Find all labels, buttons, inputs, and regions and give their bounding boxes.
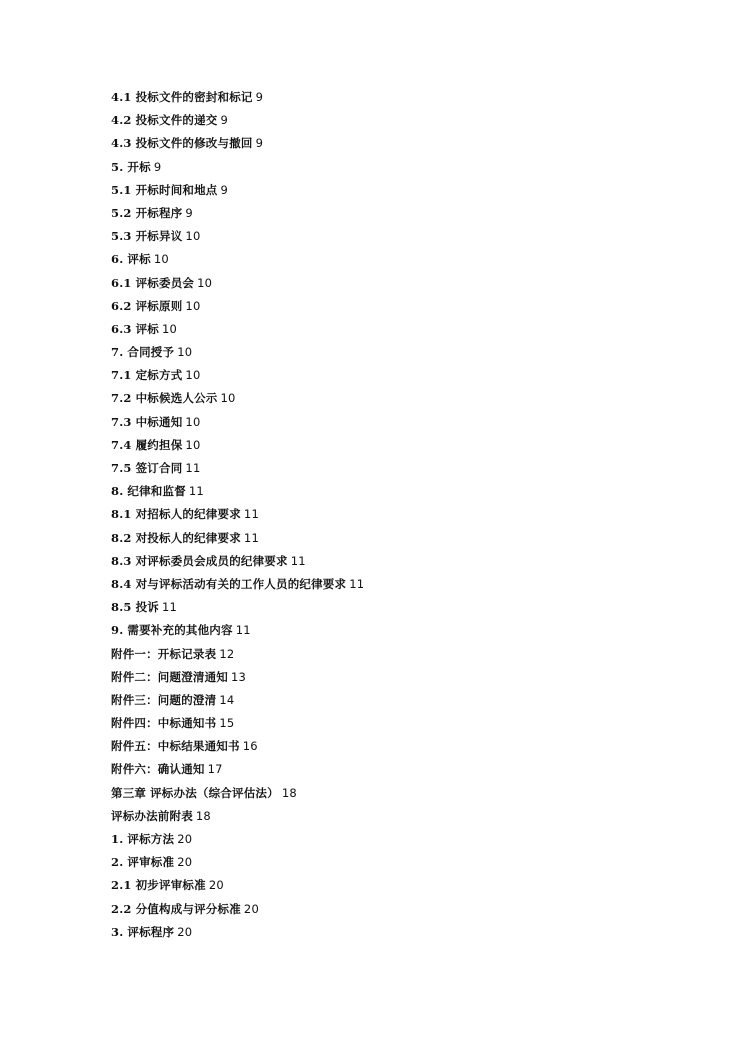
toc-entry-number: 5.2 xyxy=(111,205,132,220)
toc-entry-title: 附件五：中标结果通知书 xyxy=(111,739,240,754)
toc-entry-number: 7.3 xyxy=(111,414,132,429)
toc-entry[interactable] xyxy=(111,758,364,781)
toc-entry[interactable] xyxy=(111,550,364,573)
toc-entry-number: 7. xyxy=(111,345,124,360)
toc-entry-page-number: 17 xyxy=(207,762,223,777)
toc-entry-page-number: 13 xyxy=(231,669,247,684)
toc-entry-page-number: 16 xyxy=(242,739,258,754)
toc-entry-number: 4.1 xyxy=(111,90,132,104)
toc-entry-page-number: 10 xyxy=(185,368,201,383)
toc-entry-page-number: 10 xyxy=(185,414,201,429)
toc-entry-title: 评标原则 xyxy=(135,298,183,313)
toc-entry-number: 1. xyxy=(111,832,124,846)
toc-entry[interactable] xyxy=(111,341,364,364)
toc-entry-page-number: 20 xyxy=(177,924,193,939)
toc-entry[interactable] xyxy=(111,619,364,642)
toc-entry-page-number: 11 xyxy=(162,600,178,615)
toc-entry-title: 初步评审标准 xyxy=(135,878,206,893)
toc-entry-page-number: 11 xyxy=(188,484,204,499)
toc-entry-title: 开标时间和地点 xyxy=(135,182,218,197)
toc-entry-number: 7.5 xyxy=(111,461,132,475)
toc-entry-number: 8. xyxy=(111,484,124,499)
toc-entry-title: 附件六：确认通知 xyxy=(111,762,205,777)
toc-entry-title: 附件一：开标记录表 xyxy=(111,646,217,661)
toc-entry-title: 需要补充的其他内容 xyxy=(127,623,233,638)
toc-entry[interactable] xyxy=(111,202,364,225)
toc-entry-number: 7.1 xyxy=(111,368,132,383)
toc-entry[interactable] xyxy=(111,225,364,248)
toc-entry[interactable] xyxy=(111,480,364,503)
toc-entry-number: 6.1 xyxy=(111,275,132,290)
toc-entry-title: 纪律和监督 xyxy=(127,484,186,499)
toc-entry[interactable] xyxy=(111,318,364,341)
toc-entry[interactable] xyxy=(111,851,364,874)
toc-entry[interactable] xyxy=(111,712,364,735)
toc-entry-number: 5.1 xyxy=(111,182,132,197)
toc-entry[interactable] xyxy=(111,132,364,155)
toc-entry-page-number: 10 xyxy=(177,345,193,360)
toc-entry-page-number: 9 xyxy=(220,182,229,197)
toc-entry-page-number: 20 xyxy=(177,832,193,846)
toc-entry-title: 合同授予 xyxy=(127,345,175,360)
toc-entry[interactable] xyxy=(111,387,364,410)
toc-entry-title: 评标 xyxy=(135,321,160,336)
toc-entry[interactable] xyxy=(111,596,364,619)
toc-entry-page-number: 11 xyxy=(243,507,259,522)
toc-entry-page-number: 10 xyxy=(185,298,201,313)
toc-entry-page-number: 10 xyxy=(153,252,169,267)
toc-entry-title: 投诉 xyxy=(135,600,160,615)
toc-entry-page-number: 9 xyxy=(153,159,162,174)
toc-entry-page-number: 12 xyxy=(219,646,235,661)
toc-entry-number: 2.1 xyxy=(111,878,132,893)
toc-entry-page-number: 10 xyxy=(185,229,201,244)
toc-entry-number: 4.3 xyxy=(111,136,132,151)
toc-entry-title: 分值构成与评分标准 xyxy=(135,901,241,916)
toc-entry-title: 对投标人的纪律要求 xyxy=(135,530,241,545)
toc-entry[interactable] xyxy=(111,735,364,758)
toc-entry-title: 定标方式 xyxy=(135,368,183,383)
toc-entry-number: 8.3 xyxy=(111,553,132,568)
toc-entry-title: 评标办法（综合评估法） xyxy=(150,785,279,800)
toc-entry-title: 评标办法前附表 xyxy=(111,808,193,823)
toc-entry-page-number: 10 xyxy=(197,275,213,290)
toc-entry-title: 投标文件的递交 xyxy=(135,113,218,128)
toc-entry-number: 2.2 xyxy=(111,901,132,916)
toc-entry-title: 评标方法 xyxy=(127,832,175,846)
toc-entry[interactable] xyxy=(111,156,364,179)
toc-entry-page-number: 9 xyxy=(255,136,264,151)
toc-entry-title: 评标 xyxy=(127,252,151,267)
toc-entry[interactable] xyxy=(111,689,364,712)
toc-entry-number: 3. xyxy=(111,924,124,939)
toc-entry[interactable] xyxy=(111,179,364,202)
toc-entry[interactable] xyxy=(111,248,364,271)
toc-entry-number: 8.1 xyxy=(111,507,132,522)
toc-entry[interactable] xyxy=(111,666,364,689)
toc-entry[interactable] xyxy=(111,898,364,921)
toc-entry-number: 8.4 xyxy=(111,576,132,591)
toc-entry-number: 6.2 xyxy=(111,298,132,313)
toc-entry-title: 评审标准 xyxy=(127,855,175,870)
toc-entry-page-number: 11 xyxy=(235,623,251,638)
toc-entry-number: 2. xyxy=(111,855,124,870)
toc-entry-page-number: 18 xyxy=(281,785,297,800)
toc-entry[interactable] xyxy=(111,411,364,434)
toc-entry-page-number: 9 xyxy=(255,90,264,104)
toc-entry-title: 开标异议 xyxy=(135,229,183,244)
toc-entry-page-number: 18 xyxy=(195,808,211,823)
toc-entry[interactable] xyxy=(111,782,364,805)
table-of-contents xyxy=(111,86,364,944)
toc-entry[interactable] xyxy=(111,109,364,132)
toc-entry[interactable] xyxy=(111,527,364,550)
toc-entry-page-number: 15 xyxy=(219,716,235,731)
toc-entry-title: 中标通知 xyxy=(135,414,183,429)
toc-entry-number: 第三章 xyxy=(111,785,147,800)
toc-entry-title: 开标程序 xyxy=(135,205,183,220)
toc-entry-page-number: 9 xyxy=(185,205,193,220)
toc-entry-number: 7.2 xyxy=(111,391,132,406)
toc-entry-page-number: 11 xyxy=(290,553,306,568)
toc-entry-number: 9. xyxy=(111,623,124,638)
toc-entry-number: 8.2 xyxy=(111,530,132,545)
toc-entry-title: 履约担保 xyxy=(135,437,183,452)
toc-entry-number: 5.3 xyxy=(111,229,132,244)
toc-entry-number: 6.3 xyxy=(111,321,132,336)
toc-entry-title: 附件二：问题澄清通知 xyxy=(111,669,228,684)
toc-entry[interactable] xyxy=(111,434,364,457)
toc-entry-title: 附件四：中标通知书 xyxy=(111,716,217,731)
toc-entry[interactable] xyxy=(111,805,364,828)
toc-entry[interactable] xyxy=(111,874,364,897)
toc-entry[interactable] xyxy=(111,295,364,318)
toc-entry-number: 4.2 xyxy=(111,113,132,128)
toc-entry-page-number: 20 xyxy=(243,901,259,916)
toc-entry-number: 5. xyxy=(111,159,124,174)
toc-entry-title: 中标候选人公示 xyxy=(135,391,218,406)
toc-entry[interactable] xyxy=(111,457,364,480)
toc-entry-number: 6. xyxy=(111,252,124,267)
toc-entry-page-number: 11 xyxy=(349,576,365,591)
toc-entry-number: 7.4 xyxy=(111,437,132,452)
toc-entry-page-number: 11 xyxy=(243,530,259,545)
toc-entry-title: 对招标人的纪律要求 xyxy=(135,507,241,522)
toc-entry-page-number: 11 xyxy=(185,461,201,475)
toc-entry-title: 评标程序 xyxy=(127,924,175,939)
toc-entry-title: 开标 xyxy=(127,159,151,174)
toc-entry-page-number: 20 xyxy=(208,878,224,893)
toc-entry-page-number: 10 xyxy=(185,437,201,452)
toc-entry-number: 8.5 xyxy=(111,600,132,615)
toc-entry-title: 对评标委员会成员的纪律要求 xyxy=(135,553,288,568)
toc-entry-title: 投标文件的修改与撤回 xyxy=(135,136,253,151)
toc-entry[interactable] xyxy=(111,573,364,596)
toc-entry[interactable] xyxy=(111,272,364,295)
toc-entry-title: 对与评标活动有关的工作人员的纪律要求 xyxy=(135,576,347,591)
toc-entry[interactable] xyxy=(111,643,364,666)
toc-entry[interactable] xyxy=(111,921,364,944)
toc-entry-page-number: 10 xyxy=(220,391,236,406)
toc-entry[interactable] xyxy=(111,828,364,851)
toc-entry[interactable] xyxy=(111,503,364,526)
toc-entry-page-number: 9 xyxy=(220,113,229,128)
toc-entry-page-number: 14 xyxy=(219,692,235,707)
toc-entry-page-number: 10 xyxy=(162,321,178,336)
toc-entry-page-number: 20 xyxy=(177,855,193,870)
toc-entry-title: 投标文件的密封和标记 xyxy=(135,90,253,104)
toc-entry[interactable] xyxy=(111,86,364,109)
toc-entry-title: 签订合同 xyxy=(135,461,183,475)
toc-entry-title: 附件三：问题的澄清 xyxy=(111,692,217,707)
toc-entry-title: 评标委员会 xyxy=(135,275,195,290)
toc-entry[interactable] xyxy=(111,364,364,387)
